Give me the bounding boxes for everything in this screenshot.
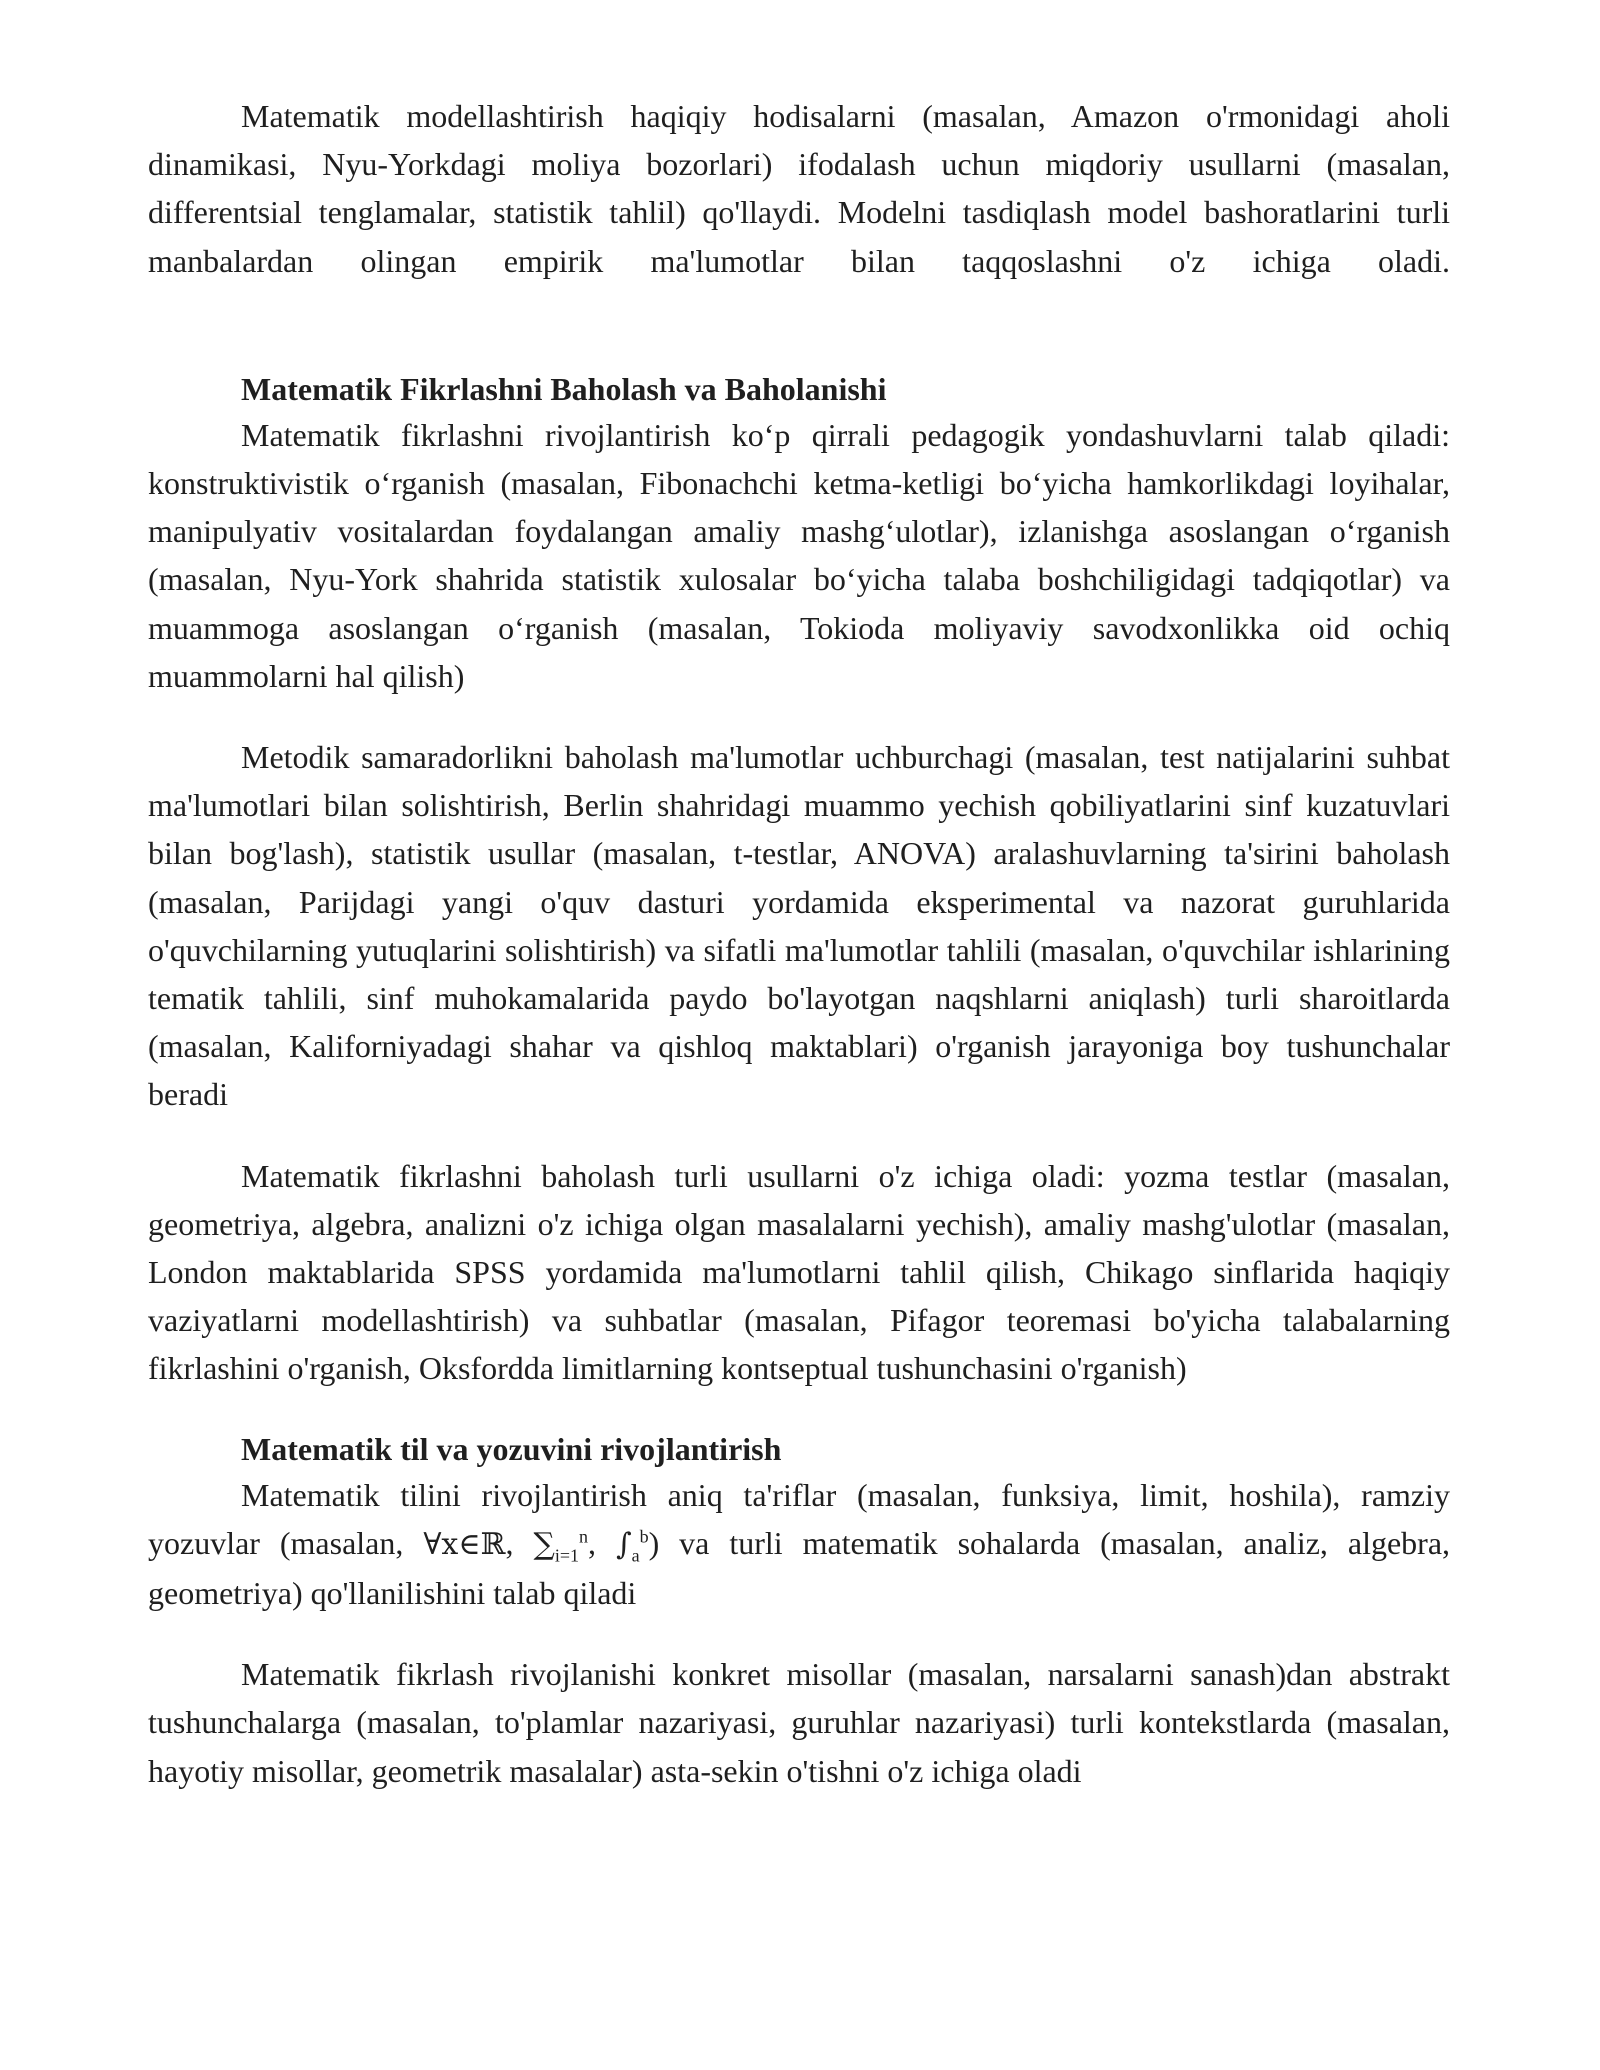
- spacer: [148, 700, 1450, 733]
- paragraph-math-language: [148, 1471, 1450, 1618]
- paragraph-modelling: Matematik modellashtirish haqiqiy hodisalarni (masalan, Amazon o'rmonidagi aholi dinamikasi, Nyu-Yorkdagi moliya bozorlari) ifodalash uchun miqdoriy usullarni (masalan, differentsial tenglamalar, statistik tahlil) qo'llaydi. Modelni tasdiqlash model bashoratlarini turli manbalardan olingan empirik ma'lumotlar bilan taqqoslashni o'z ichiga oladi.: [148, 98, 1450, 279]
- paragraph-methodology: Metodik samaradorlikni baholash ma'lumotlar uchburchagi (masalan, test natijalarini suhbat ma'lumotlari bilan solishtirish, Berlin shahridagi muammo yechish qobiliyatlarini sinf kuzatuvlari bilan bog'lash), statistik usullar (masalan, t-testlar, ANOVA) aralashuvlarning ta'sirini baholash (masalan, Parijdagi yangi o'quv dasturi yordamida eksperimental va nazorat guruhlarida o'quvchilarning yutuqlarini solishtirish) va sifatli ma'lumotlar tahlili (masalan, o'quvchilar ishlarining tematik tahlili, sinf muhokamalarida paydo bo'layotgan naqshlarni aniqlash) turli sharoitlarda (masalan, Kaliforniyadagi shahar va qishloq maktablari) o'rganish jarayoniga boy tushunchalar beradi: [148, 739, 1450, 1113]
- heading-assessment: Matematik Fikrlashni Baholash va Baholanishi: [241, 370, 887, 407]
- paragraph-abstraction: Matematik fikrlash rivojlanishi konkret misollar (masalan, narsalarni sanash)dan abstrakt tushunchalarga (masalan, to'plamlar nazariyasi, guruhlar nazariyasi) turli kontekstlarda (masalan, hayotiy misollar, geometrik masalalar) asta-sekin o'tishni o'z ichiga oladi: [148, 1656, 1450, 1789]
- text-run: ) va turli matematik sohalarda (masalan, analiz, algebra, geometriya) qo'llanilishini talab qiladi: [148, 1524, 1451, 1612]
- text-run: ,: [505, 1524, 534, 1561]
- text-run: ,: [588, 1524, 616, 1561]
- integral-symbol: ∫: [615, 1526, 632, 1562]
- spacer: [148, 1119, 1450, 1152]
- forall-notation: ∀x∈ℝ: [423, 1526, 506, 1562]
- heading-math-language: Matematik til va yozuvini rivojlantirish: [241, 1430, 782, 1467]
- sum-upper-limit: n: [579, 1526, 589, 1547]
- integral-upper-limit: b: [639, 1526, 649, 1547]
- spacer: [148, 285, 1450, 367]
- spacer: [148, 1393, 1450, 1427]
- text-run: Matematik tilini rivojlantirish aniq ta'riflar (masalan, funksiya, limit, hoshila), ramziy yozuvlar (masalan,: [148, 1476, 1450, 1561]
- spacer: [148, 1617, 1450, 1650]
- paragraph-assessment-methods: Matematik fikrlashni baholash turli usullarni o'z ichiga oladi: yozma testlar (masalan, geometriya, algebra, analizni o'z ichiga olgan masalalarni yechish), amaliy mashg'ulotlar (masalan, London maktablarida SPSS yordamida ma'lumotlarni tahlil qilish, Chikago sinflarida haqiqiy vaziyatlarni modellashtirish) va suhbatlar (masalan, Pifagor teoremasi bo'yicha talabalarning fikrlashini o'rganish, Oksfordda limitlarning kontseptual tushunchasini o'rganish): [148, 1157, 1450, 1387]
- document-page: [148, 92, 1450, 1795]
- integral-lower-limit: a: [631, 1545, 640, 1566]
- sum-symbol: ∑: [533, 1526, 555, 1562]
- paragraph-pedagogy: Matematik fikrlashni rivojlantirish ko‘p qirrali pedagogik yondashuvlarni talab qiladi: konstruktivistik o‘rganish (masalan, Fibonachchi ketma-ketligi bo‘yicha hamkorlikdagi loyihalar, manipulyativ vositalardan foydalangan amaliy mashg‘ulotlar), izlanishga asoslangan o‘rganish (masalan, Nyu-York shahrida statistik xulosalar bo‘yicha talaba boshchiligidagi tadqiqotlar) va muammoga asoslangan o‘rganish (masalan, Tokioda moliyaviy savodxonlikka oid ochiq muammolarni hal qilish): [148, 416, 1450, 694]
- sum-lower-limit: i=1: [554, 1545, 580, 1566]
